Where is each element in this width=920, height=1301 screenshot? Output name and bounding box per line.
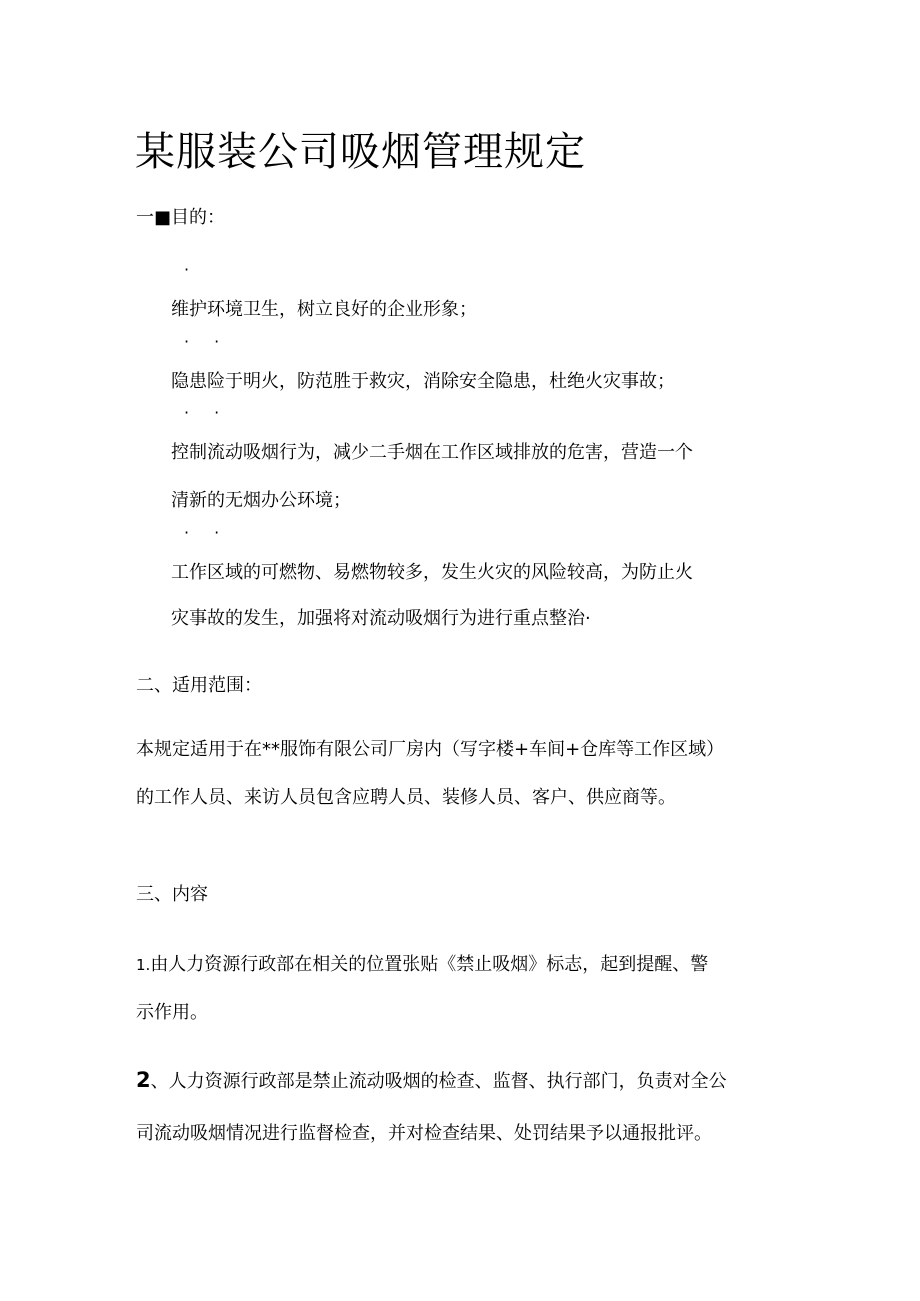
section-2-heading: 二、适用范围： — [136, 675, 262, 696]
purpose-item-4-line-2: 灾事故的发生，加强将对流动吸烟行为进行重点整治· — [171, 608, 591, 629]
purpose-item-3-line-2: 清新的无烟办公环境； — [171, 490, 351, 511]
item-number: 1. — [136, 956, 151, 974]
content-item-2-line-2: 司流动吸烟情况进行监督检查，并对检查结果、处罚结果予以通报批评。 — [136, 1123, 712, 1144]
bullet-marker: · · — [184, 332, 230, 351]
item-text: 由人力资源行政部在相关的位置张贴《禁止吸烟》标志，起到提醒、警 — [150, 954, 709, 975]
purpose-item-3-line-1: 控制流动吸烟行为，减少二手烟在工作区域排放的危害，营造一个 — [171, 442, 693, 463]
item-text: 、人力资源行政部是禁止流动吸烟的检查、监督、执行部门，负责对全公 — [150, 1071, 727, 1092]
content-item-1-line-2: 示作用。 — [136, 1002, 208, 1023]
content-item-1-line-1 — [136, 952, 708, 978]
bullet-marker: · — [184, 260, 200, 279]
content-item-2-line-1 — [136, 1067, 727, 1095]
section-1-heading: 一■目的： — [136, 207, 226, 228]
bullet-marker: · · — [184, 523, 230, 542]
purpose-item-2: 隐患险于明火，防范胜于救灾，消除安全隐患，杜绝火灾事故； — [171, 371, 675, 392]
scope-line-2: 的工作人员、来访人员包含应聘人员、装修人员、客户、供应商等。 — [136, 787, 676, 808]
purpose-item-4-line-1: 工作区域的可燃物、易燃物较多，发生火灾的风险较高，为防止火 — [171, 562, 693, 583]
section-3-heading: 三、内容 — [136, 884, 208, 905]
bullet-marker: · · — [184, 403, 230, 422]
scope-line-1: 本规定适用于在**服饰有限公司厂房内（写字楼+车间+仓库等工作区域） — [136, 739, 725, 760]
item-number: 2 — [136, 1068, 151, 1092]
purpose-item-1: 维护环境卫生，树立良好的企业形象； — [171, 299, 477, 320]
document-title: 某服装公司吸烟管理规定 — [135, 129, 586, 175]
